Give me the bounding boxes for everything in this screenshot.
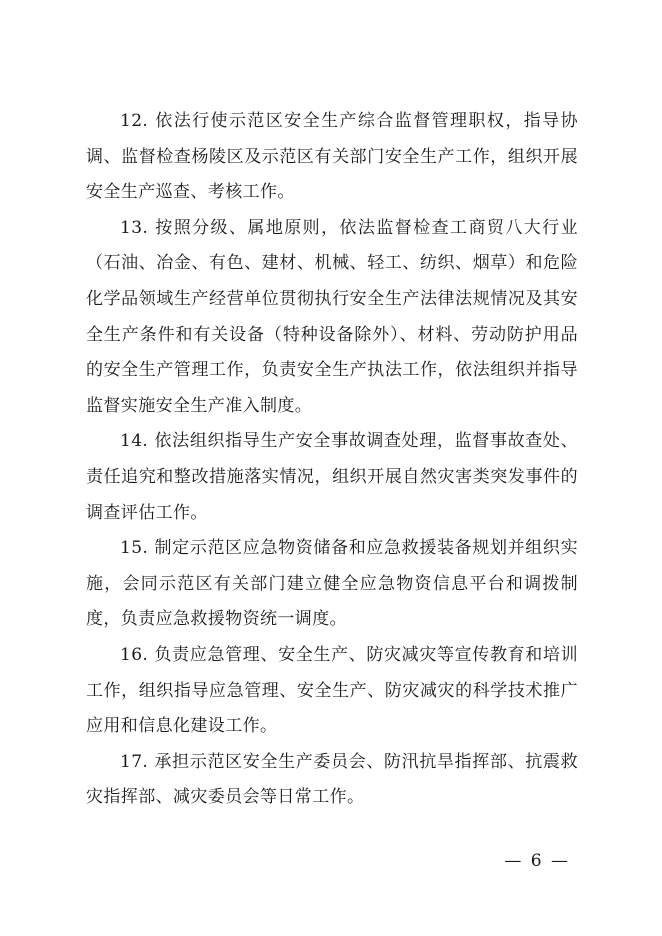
paragraph-number: 15. [120, 538, 149, 559]
paragraph-text: 承担示范区安全生产委员会、防汛抗旱指挥部、抗震救灾指挥部、减灾委员会等日常工作。 [86, 751, 578, 808]
paragraph-number: 14. [120, 431, 149, 452]
paragraph-13 [86, 211, 578, 425]
paragraph-number: 17. [120, 751, 149, 772]
paragraph-number: 13. [120, 217, 149, 238]
paragraph-text: 负责应急管理、安全生产、防灾减灾等宣传教育和培训工作，组织指导应急管理、安全生产、防灾减灾的科学技术推广应用和信息化建设工作。 [86, 644, 578, 737]
page-number: — 6 — [504, 851, 570, 871]
paragraph-15 [86, 531, 578, 638]
paragraph-number: 16. [120, 644, 149, 665]
paragraph-17 [86, 745, 578, 816]
document-body [86, 104, 578, 816]
paragraph-number: 12. [120, 111, 149, 131]
paragraph-12 [86, 104, 578, 211]
paragraph-text: 依法组织指导生产安全事故调查处理，监督事故查处、责任追究和整改措施落实情况，组织开展自然灾害类突发事件的调查评估工作。 [86, 431, 578, 523]
paragraph-text: 制定示范区应急物资储备和应急救援装备规划并组织实施，会同示范区有关部门建立健全应急物资信息平台和调拨制度，负责应急救援物资统一调度。 [86, 538, 578, 630]
paragraph-16 [86, 638, 578, 745]
paragraph-14 [86, 424, 578, 531]
paragraph-text: 按照分级、属地原则，依法监督检查工商贸八大行业（石油、冶金、有色、建材、机械、轻工、纺织、烟草）和危险化学品领域生产经营单位贯彻执行安全生产法律法规情况及其安全生产条件和有关设备（特种设备除外）、材料、劳动防护用品的安全生产管理工作，负责安全生产执法工作，依法组织并指导监督实施安全生产准入制度。 [86, 217, 578, 416]
paragraph-text: 依法行使示范区安全生产综合监督管理职权，指导协调、监督检查杨陵区及示范区有关部门安全生产工作，组织开展安全生产巡查、考核工作。 [86, 111, 578, 203]
